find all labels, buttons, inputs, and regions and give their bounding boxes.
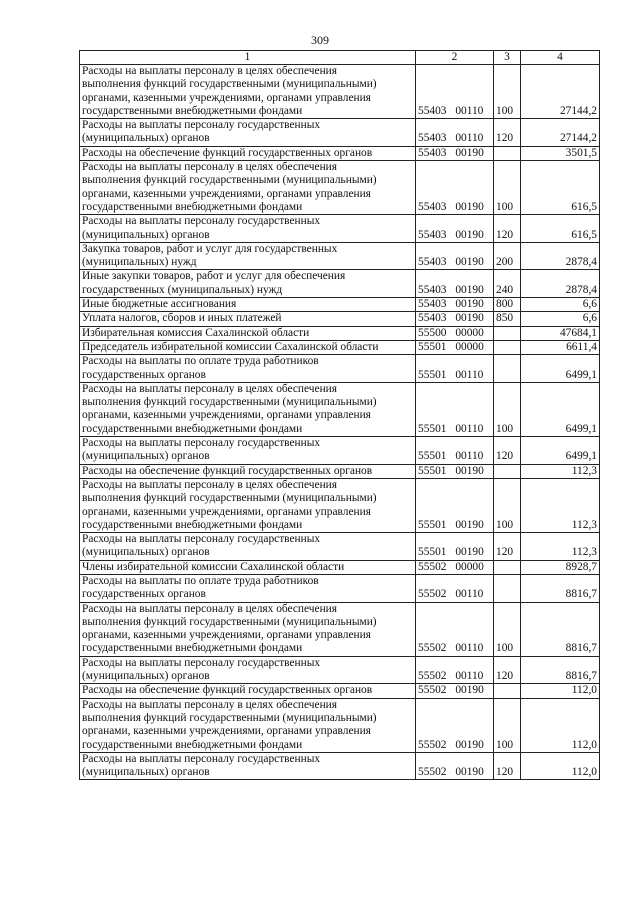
row-type-cell [494, 340, 521, 354]
row-sum-cell: 47684,1 [521, 326, 600, 340]
row-name-cell: Уплата налогов, сборов и иных платежей [80, 312, 416, 326]
row-type-cell: 100 [494, 161, 521, 215]
row-code-cell: 55403 00190 [416, 161, 494, 215]
row-sum-cell: 6,6 [521, 298, 600, 312]
row-sum-cell: 8816,7 [521, 574, 600, 602]
row-code-cell: 55501 00190 [416, 464, 494, 478]
row-name-cell: Расходы на выплаты по оплате труда работников государственных органов [80, 355, 416, 383]
row-code-cell: 55403 00190 [416, 146, 494, 160]
row-type-cell: 120 [494, 533, 521, 561]
table-row [80, 326, 600, 340]
row-code-cell: 55403 00190 [416, 312, 494, 326]
row-name-cell: Расходы на обеспечение функций государственных органов [80, 146, 416, 160]
row-name-cell: Расходы на выплаты персоналу государственных (муниципальных) органов [80, 437, 416, 465]
row-type-cell [494, 560, 521, 574]
row-name-cell: Избирательная комиссия Сахалинской области [80, 326, 416, 340]
row-type-cell: 120 [494, 752, 521, 780]
row-type-cell [494, 464, 521, 478]
row-type-cell: 120 [494, 119, 521, 147]
row-code-cell: 55502 00190 [416, 752, 494, 780]
row-type-cell: 800 [494, 298, 521, 312]
row-sum-cell: 112,0 [521, 752, 600, 780]
table-body [80, 65, 600, 780]
row-name-cell: Члены избирательной комиссии Сахалинской области [80, 560, 416, 574]
row-code-cell: 55502 00190 [416, 698, 494, 752]
table-row [80, 752, 600, 780]
row-sum-cell: 2878,4 [521, 242, 600, 270]
row-sum-cell: 112,3 [521, 464, 600, 478]
row-code-cell: 55501 00110 [416, 382, 494, 436]
row-type-cell: 100 [494, 65, 521, 119]
row-name-cell: Расходы на выплаты по оплате труда работников государственных органов [80, 574, 416, 602]
row-name-cell: Расходы на выплаты персоналу государственных (муниципальных) органов [80, 215, 416, 243]
row-sum-cell: 616,5 [521, 161, 600, 215]
row-sum-cell: 6,6 [521, 312, 600, 326]
budget-table [79, 50, 600, 780]
table-row [80, 382, 600, 436]
header-cell-type: 3 [494, 51, 521, 65]
table-row [80, 698, 600, 752]
row-code-cell: 55501 00190 [416, 533, 494, 561]
table-row [80, 437, 600, 465]
table-row [80, 574, 600, 602]
row-type-cell: 850 [494, 312, 521, 326]
row-type-cell: 100 [494, 382, 521, 436]
row-code-cell: 55501 00110 [416, 355, 494, 383]
table-row [80, 340, 600, 354]
row-type-cell: 120 [494, 656, 521, 684]
header-cell-code: 2 [416, 51, 494, 65]
row-code-cell: 55502 00110 [416, 602, 494, 656]
table-row [80, 312, 600, 326]
row-name-cell: Расходы на выплаты персоналу в целях обеспечения выполнения функций государственными (муниципальными) органами, казенными учреждениями, органами управления государственными внебюджетными фондами [80, 698, 416, 752]
row-sum-cell: 616,5 [521, 215, 600, 243]
row-name-cell: Расходы на обеспечение функций государственных органов [80, 464, 416, 478]
row-name-cell: Расходы на выплаты персоналу в целях обеспечения выполнения функций государственными (муниципальными) органами, казенными учреждениями, органами управления государственными внебюджетными фондами [80, 478, 416, 532]
table-row [80, 119, 600, 147]
row-sum-cell: 112,0 [521, 684, 600, 698]
row-sum-cell: 6611,4 [521, 340, 600, 354]
table-row [80, 656, 600, 684]
table-row [80, 684, 600, 698]
row-type-cell [494, 684, 521, 698]
table-row [80, 602, 600, 656]
table-header-row [80, 51, 600, 65]
row-code-cell: 55403 00190 [416, 242, 494, 270]
row-code-cell: 55403 00190 [416, 270, 494, 298]
row-code-cell: 55500 00000 [416, 326, 494, 340]
row-type-cell [494, 574, 521, 602]
row-name-cell: Закупка товаров, работ и услуг для государственных (муниципальных) нужд [80, 242, 416, 270]
row-code-cell: 55502 00110 [416, 574, 494, 602]
table-row [80, 298, 600, 312]
row-sum-cell: 112,0 [521, 698, 600, 752]
row-code-cell: 55502 00190 [416, 684, 494, 698]
row-code-cell: 55403 00190 [416, 215, 494, 243]
row-name-cell: Иные закупки товаров, работ и услуг для обеспечения государственных (муниципальных) нужд [80, 270, 416, 298]
row-sum-cell: 112,3 [521, 533, 600, 561]
table-row [80, 464, 600, 478]
row-name-cell: Иные бюджетные ассигнования [80, 298, 416, 312]
row-name-cell: Расходы на выплаты персоналу в целях обеспечения выполнения функций государственными (муниципальными) органами, казенными учреждениями, органами управления государственными внебюджетными фондами [80, 602, 416, 656]
row-code-cell: 55502 00000 [416, 560, 494, 574]
row-sum-cell: 8816,7 [521, 602, 600, 656]
row-name-cell: Председатель избирательной комиссии Сахалинской области [80, 340, 416, 354]
row-sum-cell: 112,3 [521, 478, 600, 532]
row-code-cell: 55403 00190 [416, 298, 494, 312]
table-row [80, 478, 600, 532]
row-type-cell [494, 146, 521, 160]
table-row [80, 560, 600, 574]
row-name-cell: Расходы на обеспечение функций государственных органов [80, 684, 416, 698]
row-type-cell: 100 [494, 602, 521, 656]
table-row [80, 146, 600, 160]
row-name-cell: Расходы на выплаты персоналу государственных (муниципальных) органов [80, 533, 416, 561]
row-code-cell: 55501 00110 [416, 437, 494, 465]
row-name-cell: Расходы на выплаты персоналу государственных (муниципальных) органов [80, 752, 416, 780]
row-sum-cell: 3501,5 [521, 146, 600, 160]
table-row [80, 242, 600, 270]
row-name-cell: Расходы на выплаты персоналу в целях обеспечения выполнения функций государственными (муниципальными) органами, казенными учреждениями, органами управления государственными внебюджетными фондами [80, 161, 416, 215]
row-type-cell [494, 326, 521, 340]
row-name-cell: Расходы на выплаты персоналу государственных (муниципальных) органов [80, 119, 416, 147]
row-code-cell: 55502 00110 [416, 656, 494, 684]
row-type-cell: 100 [494, 478, 521, 532]
table-row [80, 161, 600, 215]
row-type-cell: 120 [494, 215, 521, 243]
row-name-cell: Расходы на выплаты персоналу в целях обеспечения выполнения функций государственными (муниципальными) органами, казенными учреждениями, органами управления государственными внебюджетными фондами [80, 65, 416, 119]
table-row [80, 270, 600, 298]
row-sum-cell: 27144,2 [521, 119, 600, 147]
row-code-cell: 55403 00110 [416, 65, 494, 119]
table-row [80, 65, 600, 119]
row-type-cell [494, 355, 521, 383]
table-row [80, 215, 600, 243]
row-sum-cell: 6499,1 [521, 382, 600, 436]
row-type-cell: 120 [494, 437, 521, 465]
table-row [80, 533, 600, 561]
table-row [80, 355, 600, 383]
row-code-cell: 55501 00190 [416, 478, 494, 532]
row-name-cell: Расходы на выплаты персоналу в целях обеспечения выполнения функций государственными (муниципальными) органами, казенными учреждениями, органами управления государственными внебюджетными фондами [80, 382, 416, 436]
row-type-cell: 100 [494, 698, 521, 752]
row-sum-cell: 6499,1 [521, 437, 600, 465]
header-cell-name: 1 [80, 51, 416, 65]
row-sum-cell: 8928,7 [521, 560, 600, 574]
row-sum-cell: 2878,4 [521, 270, 600, 298]
row-code-cell: 55501 00000 [416, 340, 494, 354]
header-cell-sum: 4 [521, 51, 600, 65]
row-name-cell: Расходы на выплаты персоналу государственных (муниципальных) органов [80, 656, 416, 684]
row-code-cell: 55403 00110 [416, 119, 494, 147]
row-type-cell: 240 [494, 270, 521, 298]
row-sum-cell: 6499,1 [521, 355, 600, 383]
row-sum-cell: 27144,2 [521, 65, 600, 119]
row-sum-cell: 8816,7 [521, 656, 600, 684]
row-type-cell: 200 [494, 242, 521, 270]
page-number: 309 [311, 33, 329, 47]
